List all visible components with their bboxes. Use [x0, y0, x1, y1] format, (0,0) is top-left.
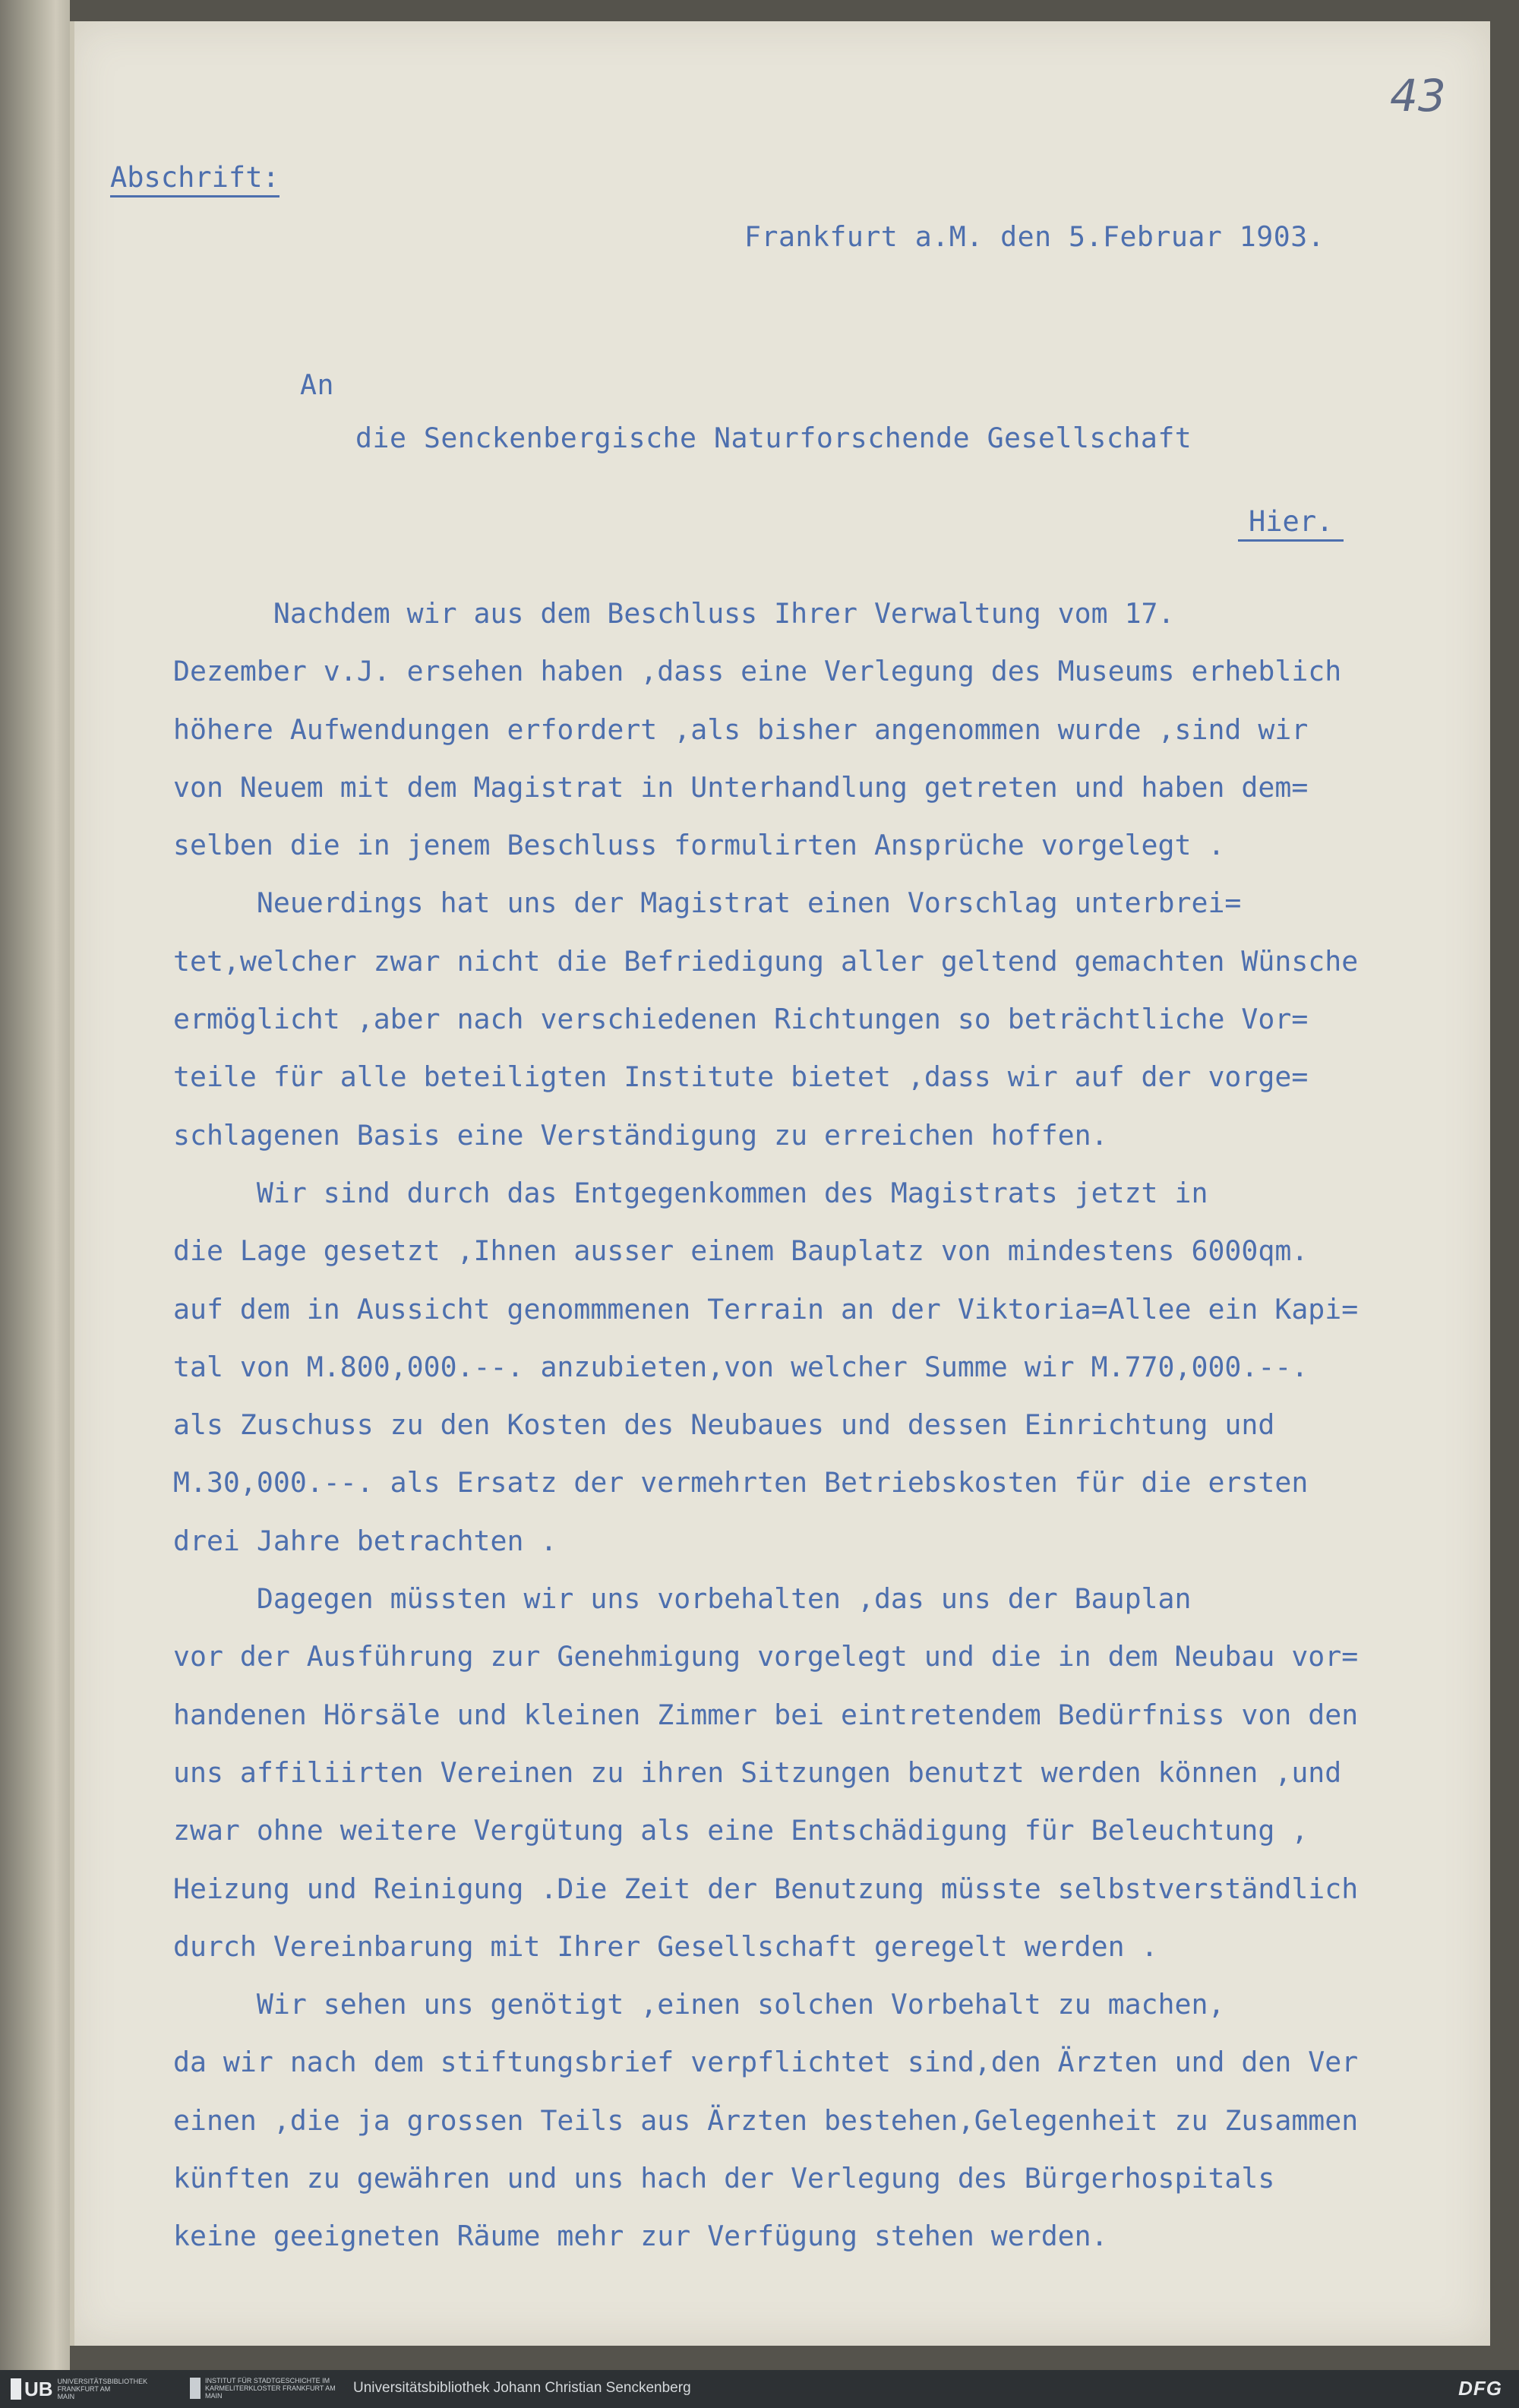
ub-logo-mark — [11, 2378, 21, 2400]
letter-body — [173, 585, 1487, 2266]
letter-line: selben die in jenem Beschluss formulirten Ansprüche vorgelegt . — [173, 829, 1225, 862]
letter-line: vor der Ausführung zur Genehmigung vorgelegt und die in dem Neubau vor= — [173, 1640, 1359, 1673]
institute-logo-mark — [190, 2378, 201, 2399]
addressee: die Senckenbergische Naturforschende Gesellschaft — [355, 422, 1192, 454]
letter-line: durch Vereinbarung mit Ihrer Gesellschaft geregelt werden . — [173, 1929, 1158, 1963]
letter-line: tet,welcher zwar nicht die Befriedigung aller geltend gemachten Wünsche — [173, 944, 1359, 978]
letter-line: uns affiliirten Vereinen zu ihren Sitzungen benutzt werden können ,und — [173, 1755, 1342, 1789]
ub-logo-subtext: UNIVERSITÄTSBIBLIOTHEK FRANKFURT AM MAIN — [57, 2378, 148, 2400]
letter-line: höhere Aufwendungen erfordert ,als bisher angenommen wurde ,sind wir — [173, 713, 1309, 746]
letter-line: handenen Hörsäle und kleinen Zimmer bei eintretendem Bedürfniss von den — [173, 1698, 1359, 1731]
institute-logo — [190, 2377, 342, 2400]
letter-line: da wir nach dem stiftungsbrief verpflichtet sind,den Ärzten und den Ver — [173, 2046, 1359, 2079]
letter-line: zwar ohne weitere Vergütung als eine Entschädigung für Beleuchtung , — [173, 1814, 1309, 1847]
letter-line: einen ,die ja grossen Teils aus Ärzten bestehen,Gelegenheit zu Zusammen — [173, 2103, 1359, 2137]
book-binding — [0, 0, 70, 2370]
letter-line: ermöglicht ,aber nach verschiedenen Richtungen so beträchtliche Vor= — [173, 1003, 1309, 1036]
document-heading: Abschrift: — [110, 161, 279, 198]
letter-line: drei Jahre betrachten . — [173, 1524, 557, 1557]
letter-line: Neuerdings hat uns der Magistrat einen Vorschlag unterbrei= — [173, 886, 1242, 920]
institute-logo-text: INSTITUT FÜR STADTGESCHICHTE IM KARMELITERKLOSTER FRANKFURT AM MAIN — [205, 2377, 336, 2400]
letter-line: Wir sehen uns genötigt ,einen solchen Vorbehalt zu machen, — [173, 1988, 1225, 2021]
letter-line: Dezember v.J. ersehen haben ,dass eine Verlegung des Museums erheblich — [173, 655, 1342, 688]
letter-line: die Lage gesetzt ,Ihnen ausser einem Bauplatz von mindestens 6000qm. — [173, 1234, 1309, 1268]
letter-line: als Zuschuss zu den Kosten des Neubaues und dessen Einrichtung und — [173, 1408, 1275, 1442]
date-line: Frankfurt a.M. den 5.Februar 1903. — [744, 220, 1325, 253]
letter-line: von Neuem mit dem Magistrat in Unterhandlung getreten und haben dem= — [173, 770, 1309, 804]
library-name: Universitätsbibliothek Johann Christian Senckenberg — [353, 2380, 691, 2396]
letter-line: auf dem in Aussicht genommmenen Terrain an der Viktoria=Allee ein Kapi= — [173, 1292, 1359, 1326]
letter-line: keine geeigneten Räume mehr zur Verfügung stehen werden. — [173, 2220, 1108, 2253]
dfg-logo: DFG — [1458, 2377, 1502, 2400]
footer-bar — [0, 2370, 1519, 2408]
letter-line: Wir sind durch das Entgegenkommen des Magistrats jetzt in — [173, 1176, 1208, 1209]
letter-line: tal von M.800,000.--. anzubieten,von welcher Summe wir M.770,000.--. — [173, 1350, 1309, 1383]
letter-line: M.30,000.--. als Ersatz der vermehrten Betriebskosten für die ersten — [173, 1466, 1309, 1499]
letter-line: künften zu gewähren und uns hach der Verlegung des Bürgerhospitals — [173, 2162, 1275, 2195]
page-edge — [70, 21, 74, 2346]
folio-number: 43 — [1390, 70, 1446, 122]
ub-logo — [11, 2376, 148, 2402]
letter-line: Dagegen müssten wir uns vorbehalten ,das uns der Bauplan — [173, 1582, 1192, 1616]
letter-line: Nachdem wir aus dem Beschluss Ihrer Verwaltung vom 17. — [173, 597, 1175, 630]
salutation: An — [300, 368, 334, 401]
letter-line: schlagenen Basis eine Verständigung zu erreichen hoffen. — [173, 1118, 1108, 1152]
letter-line: Heizung und Reinigung .Die Zeit der Benutzung müsste selbstverständlich — [173, 1872, 1359, 1905]
ub-logo-text: UB — [24, 2377, 53, 2400]
place-line: Hier. — [1238, 505, 1344, 542]
letter-line: teile für alle beteiligten Institute bietet ,dass wir auf der vorge= — [173, 1060, 1309, 1094]
